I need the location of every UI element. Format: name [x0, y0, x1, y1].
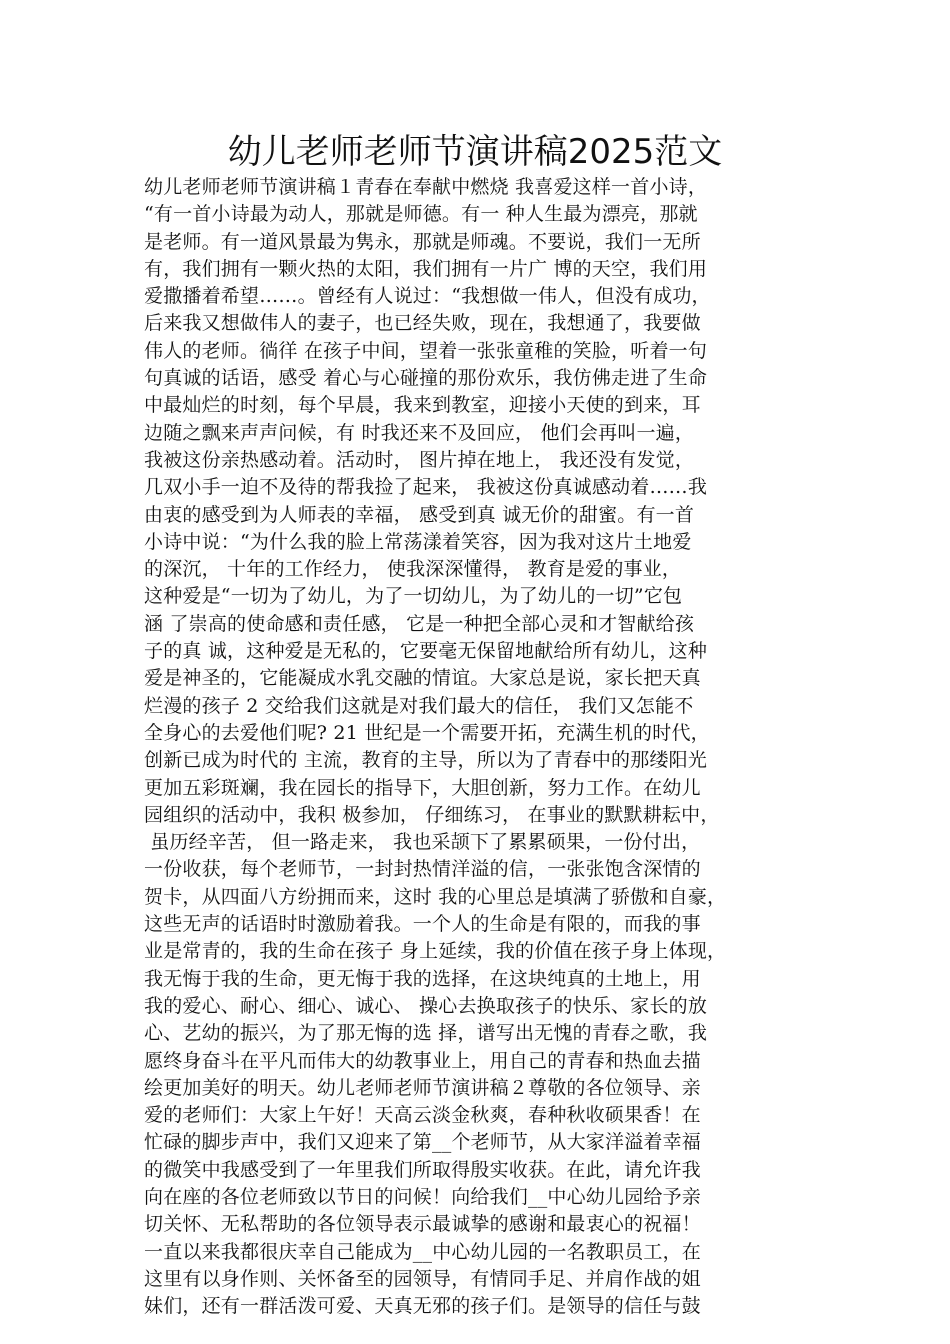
text-line: 忙碌的脚步声中，我们又迎来了第__个老师节，从大家洋溢着幸福 [144, 1131, 702, 1154]
text-line: 后来我又想做伟人的妻子，也已经失败，现在，我想通了，我要做 [144, 312, 701, 335]
text-line: 爱是神圣的，它能凝成水乳交融的情谊。大家总是说，家长把天真 [144, 667, 701, 690]
text-line: 向在座的各位老师致以节日的问候！向给我们__中心幼儿园给予亲 [144, 1185, 702, 1208]
text-line: 爱的老师们：大家上午好！天高云淡金秋爽，春种秋收硕果香！在 [144, 1104, 701, 1127]
text-line: 几双小手一迫不及待的帮我捡了起来， 我被这份真诚感动着……我 [144, 476, 708, 499]
text-line: “有一首小诗最为动人，那就是师德。有一 种人生最为漂亮，那就 [144, 203, 698, 226]
text-line: 全身心的去爱他们呢? 21 世纪是一个需要开拓，充满生机的时代， [144, 721, 710, 744]
text-line: 业是常青的，我的生命在孩子 身上延续，我的价值在孩子身上体现， [144, 940, 727, 963]
text-line: 爱撒播着希望……。曾经有人说过：“我想做一伟人，但没有成功， [144, 285, 711, 308]
text-line: 创新已成为时代的 主流，教育的主导，所以为了青春中的那缕阳光 [144, 749, 708, 772]
text-line: 由衷的感受到为人师表的幸福， 感受到真 诚无价的甜蜜。有一首 [144, 503, 695, 526]
text-line: 一份收获，每个老师节，一封封热情洋溢的信，一张张饱含深情的 [144, 858, 701, 881]
text-line: 中最灿烂的时刻，每个早晨，我来到教室，迎接小天使的到来，耳 [144, 394, 701, 417]
text-line: 句真诚的话语，感受 着心与心碰撞的那份欢乐，我仿佛走进了生命 [144, 367, 708, 390]
text-line: 的深沉， 十年的工作经力， 使我深深懂得， 教育是爱的事业， [144, 558, 682, 581]
text-line: 小诗中说：“为什么我的脸上常荡漾着笑容，因为我对这片土地爱 [144, 530, 692, 553]
text-line: 园组织的活动中，我积 极参加， 仔细练习， 在事业的默默耕耘中， [144, 803, 720, 826]
text-line: 心、艺幼的振兴，为了那无悔的选 择，谱写出无愧的青春之歌，我 [144, 1022, 708, 1045]
text-line: 有，我们拥有一颗火热的太阳，我们拥有一片广 博的天空，我们用 [144, 257, 708, 280]
document-body [144, 174, 812, 1320]
text-line: 一直以来我都很庆幸自己能成为__中心幼儿园的一名教职员工，在 [144, 1240, 702, 1263]
text-line: 愿终身奋斗在平凡而伟大的幼教事业上，用自己的青春和热血去描 [144, 1049, 701, 1072]
text-line: 更加五彩斑斓，我在园长的指导下，大胆创新，努力工作。在幼儿 [144, 776, 701, 799]
text-line: 这种爱是“一切为了幼儿，为了一切幼儿，为了幼儿的一切”它包 [144, 585, 683, 608]
text-line: 切关怀、无私帮助的各位领导表示最诚挚的感谢和最衷心的祝福！ [144, 1213, 701, 1236]
text-line: 这里有以身作则、关怀备至的园领导，有情同手足、并肩作战的姐 [144, 1267, 701, 1290]
text-line: 我被这份亲热感动着。活动时， 图片掉在地上， 我还没有发觉， [144, 448, 695, 471]
text-line: 伟人的老师。徜徉 在孩子中间，望着一张张童稚的笑脸，听着一句 [144, 339, 708, 362]
text-line: 虽历经辛苦， 但一路走来， 我也采颉下了累累硕果，一份付出， [144, 831, 701, 854]
text-line: 贺卡，从四面八方纷拥而来，这时 我的心里总是填满了骄傲和自豪， [144, 885, 727, 908]
text-line: 子的真 诚，这种爱是无私的，它要毫无保留地献给所有幼儿，这种 [144, 640, 708, 663]
text-line: 边随之飘来声声问候，有 时我还来不及回应， 他们会再叫一遍， [144, 421, 695, 444]
text-line: 我的爱心、耐心、细心、诚心、 操心去换取孩子的快乐、家长的放 [144, 994, 708, 1017]
text-line: 是老师。有一道风景最为隽永，那就是师魂。不要说，我们一无所 [144, 230, 701, 253]
text-line: 我无悔于我的生命，更无悔于我的选择，在这块纯真的土地上，用 [144, 967, 701, 990]
text-line: 涵 了崇高的使命感和责任感， 它是一种把全部心灵和才智献给孩 [144, 612, 695, 635]
text-line: 的微笑中我感受到了一年里我们所取得殷实收获。在此，请允许我 [144, 1158, 701, 1181]
text-line: 烂漫的孩子 2 交给我们这就是对我们最大的信任， 我们又怎能不 [144, 694, 694, 717]
text-line: 绘更加美好的明天。幼儿老师老师节演讲稿２尊敬的各位领导、亲 [144, 1076, 701, 1099]
text-line: 妹们，还有一群活泼可爱、天真无邪的孩子们。是领导的信任与鼓 [144, 1295, 701, 1318]
text-line: 幼儿老师老师节演讲稿１青春在奉献中燃烧 我喜爱这样一首小诗， [144, 176, 708, 198]
text-line: 这些无声的话语时时激励着我。一个人的生命是有限的，而我的事 [144, 913, 701, 936]
page-title: 幼儿老师老师节演讲稿2025范文 [227, 132, 723, 172]
